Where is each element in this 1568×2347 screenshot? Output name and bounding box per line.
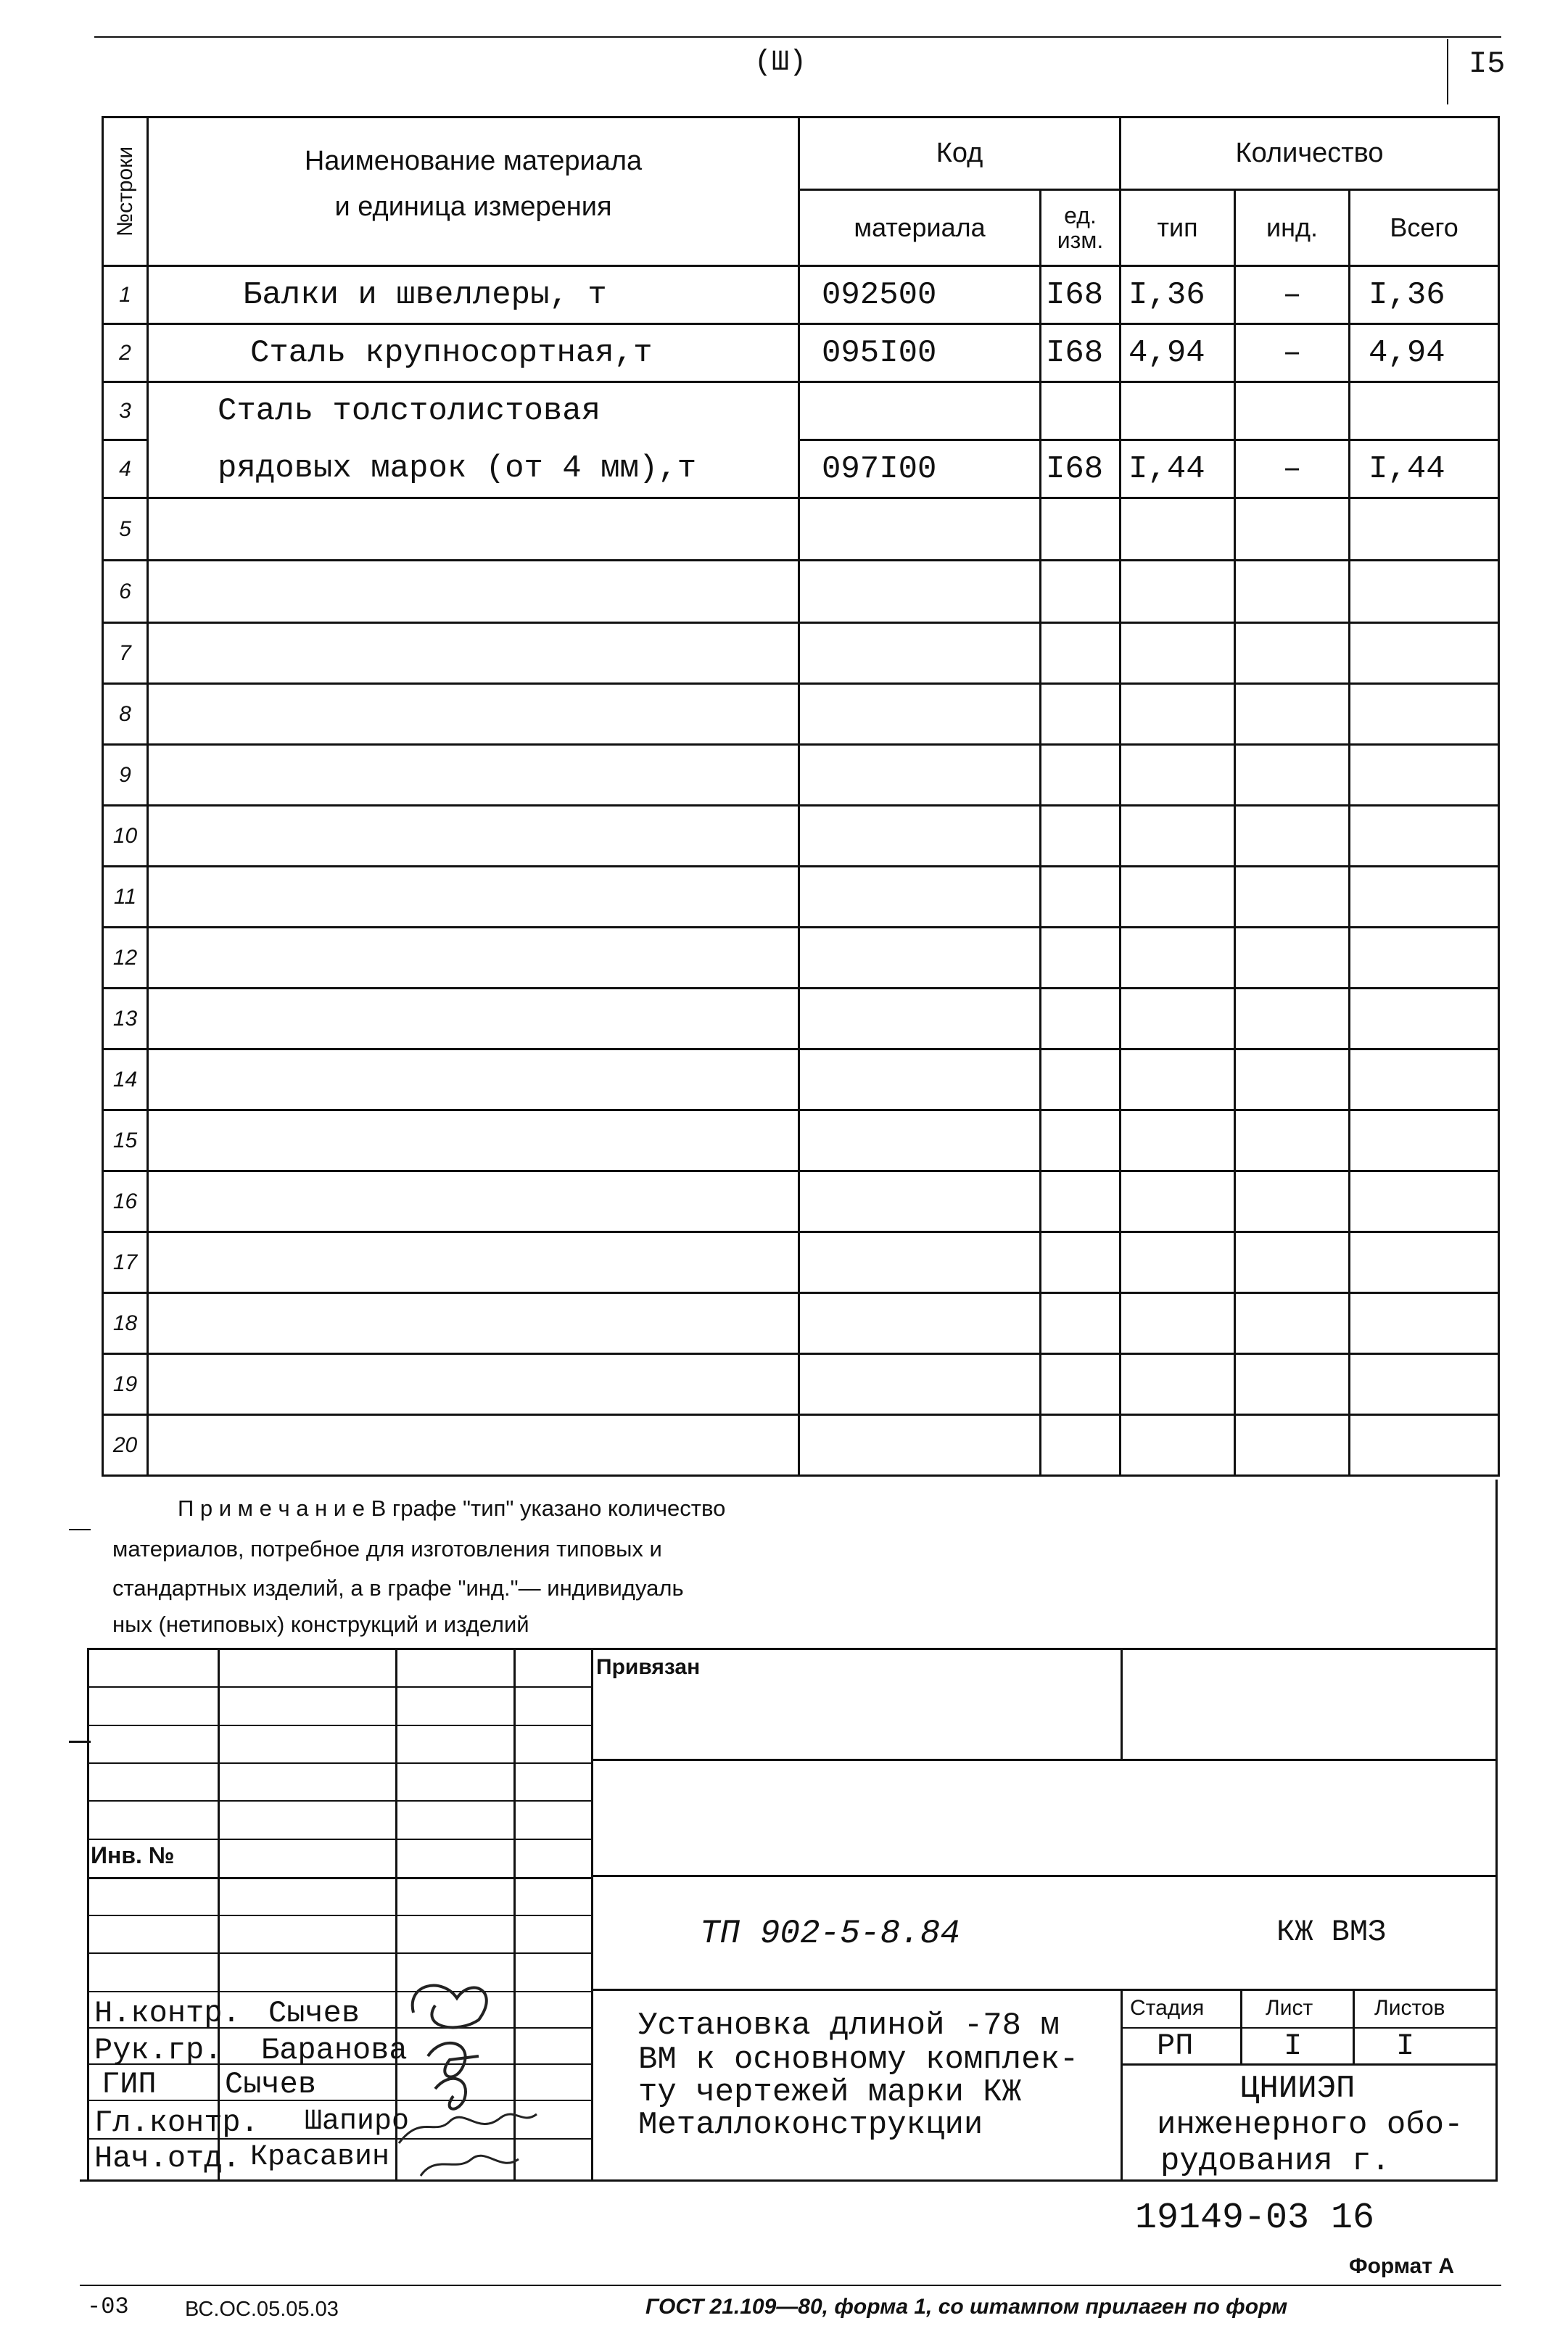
- privyazan-bottom-rule: [591, 1759, 1498, 1761]
- material-code-cell: 095I00: [799, 324, 1041, 382]
- unit-code-cell: [1041, 1232, 1121, 1293]
- footer-bc-code: ВС.ОС.05.05.03: [185, 2298, 339, 2321]
- stamp-upper-rule: [591, 1875, 1498, 1877]
- qty-type-cell: I,36: [1121, 266, 1235, 324]
- stamp-grid-h5: [87, 1839, 593, 1840]
- material-name-cell: Балки и швеллеры, т: [148, 266, 799, 324]
- qty-type-cell: [1121, 684, 1235, 745]
- qty-total-cell: I,44: [1350, 440, 1499, 498]
- qty-type-cell: [1121, 745, 1235, 806]
- stage-label: Стадия: [1130, 1996, 1205, 2020]
- material-name-cell: [148, 867, 799, 928]
- material-code-cell: [799, 928, 1041, 989]
- header-code-unit: ед. изм.: [1041, 190, 1121, 266]
- qty-ind-cell: [1235, 1171, 1350, 1232]
- staff-role-1: Н.контр.: [94, 1996, 241, 2031]
- material-code-cell: [799, 1110, 1041, 1171]
- material-code-cell: [799, 382, 1041, 440]
- stamp-grid-h1: [87, 1686, 593, 1688]
- margin-tick-2: [69, 1741, 91, 1743]
- stage-value: РП: [1157, 2029, 1194, 2063]
- qty-type-cell: [1121, 498, 1235, 561]
- stamp-grid-h2: [87, 1725, 593, 1726]
- org-line-2: инженерного обо-: [1157, 2107, 1464, 2143]
- qty-total-cell: [1350, 1354, 1499, 1415]
- material-code-cell: [799, 561, 1041, 623]
- title-line-1: Установка длиной -78 м: [638, 2008, 1060, 2044]
- material-name-cell: [148, 684, 799, 745]
- material-code-cell: [799, 1293, 1041, 1354]
- unit-code-cell: I68: [1041, 440, 1121, 498]
- unit-code-cell: I68: [1041, 266, 1121, 324]
- qty-total-cell: [1350, 623, 1499, 684]
- archive-number: 19149-03 16: [1135, 2198, 1375, 2239]
- sheet-number: I5: [1469, 46, 1506, 81]
- unit-code-cell: [1041, 1293, 1121, 1354]
- table-row: [103, 1293, 1499, 1354]
- table-row: [103, 498, 1499, 561]
- margin-tick-1: [69, 1529, 91, 1530]
- row-number-cell: 9: [103, 745, 148, 806]
- qty-ind-cell: [1235, 1354, 1350, 1415]
- row-number-cell: 1: [103, 266, 148, 324]
- unit-code-cell: [1041, 684, 1121, 745]
- qty-ind-cell: [1235, 1293, 1350, 1354]
- sheets-value: I: [1396, 2029, 1415, 2063]
- material-code-cell: [799, 1354, 1041, 1415]
- qty-type-cell: [1121, 867, 1235, 928]
- row-number-cell: 13: [103, 989, 148, 1049]
- title-line-4: Металлоконструкции: [638, 2107, 983, 2143]
- sheet-number-divider: [1447, 39, 1448, 104]
- qty-ind-cell: [1235, 1232, 1350, 1293]
- material-code-cell: 092500: [799, 266, 1041, 324]
- staff-role-3: ГИП: [102, 2067, 157, 2102]
- row-number-cell: 2: [103, 324, 148, 382]
- top-rule: [94, 36, 1501, 38]
- qty-type-cell: [1121, 1354, 1235, 1415]
- format-label: Формат А: [1349, 2254, 1455, 2278]
- material-name-cell: [148, 745, 799, 806]
- qty-ind-cell: [1235, 1415, 1350, 1476]
- signature-scribbles: [392, 1969, 573, 2179]
- qty-total-cell: [1350, 1415, 1499, 1476]
- table-row: [103, 1415, 1499, 1476]
- material-code-cell: [799, 1049, 1041, 1110]
- table-row: [103, 1049, 1499, 1110]
- stamp-grid-h6: [87, 1877, 593, 1879]
- qty-type-cell: [1121, 561, 1235, 623]
- staff-role-5: Нач.отд.: [94, 2141, 241, 2176]
- table-row: [103, 1232, 1499, 1293]
- staff-role-2: Рук.гр.: [94, 2033, 223, 2068]
- header-qty-ind: инд.: [1235, 190, 1350, 266]
- qty-ind-cell: [1235, 1049, 1350, 1110]
- sheet-label: Лист: [1266, 1996, 1313, 2020]
- material-name-cell: [148, 1049, 799, 1110]
- title-stage-divider: [1121, 1989, 1123, 2181]
- material-code-cell: [799, 867, 1041, 928]
- qty-total-cell: [1350, 745, 1499, 806]
- unit-code-cell: [1041, 806, 1121, 867]
- org-line-1: ЦНИИЭП: [1240, 2071, 1356, 2107]
- staff-role-4: Гл.контр.: [94, 2105, 259, 2140]
- table-row: [103, 1171, 1499, 1232]
- unit-code-cell: [1041, 561, 1121, 623]
- material-name-cell: [148, 1232, 799, 1293]
- row-number-cell: 4: [103, 440, 148, 498]
- unit-code-cell: [1041, 623, 1121, 684]
- note-label: П р и м е ч а н и е: [178, 1496, 365, 1521]
- material-name-cell: [148, 623, 799, 684]
- org-line-3: рудования г.: [1160, 2143, 1390, 2179]
- unit-code-cell: [1041, 1354, 1121, 1415]
- signature-4: [399, 2114, 537, 2143]
- material-name-cell: [148, 498, 799, 561]
- qty-type-cell: [1121, 1171, 1235, 1232]
- sheets-label: Листов: [1374, 1996, 1445, 2020]
- qty-ind-cell: –: [1235, 266, 1350, 324]
- table-row: [103, 745, 1499, 806]
- material-code-cell: [799, 623, 1041, 684]
- stamp-grid-h7: [87, 1915, 593, 1916]
- unit-code-cell: [1041, 867, 1121, 928]
- material-name-cell: рядовых марок (от 4 мм),т: [148, 440, 799, 498]
- table-row: [103, 806, 1499, 867]
- material-name-cell: [148, 561, 799, 623]
- note-line-3: стандартных изделий, а в графе "инд."— индивидуаль: [112, 1575, 684, 1601]
- material-code-cell: [799, 498, 1041, 561]
- title-line-2: ВМ к основному комплек-: [638, 2042, 1079, 2078]
- material-name-cell: [148, 1415, 799, 1476]
- signature-1: [413, 1986, 487, 2028]
- row-number-cell: 7: [103, 623, 148, 684]
- qty-type-cell: [1121, 623, 1235, 684]
- material-name-cell: [148, 928, 799, 989]
- unit-code-cell: [1041, 382, 1121, 440]
- qty-ind-cell: [1235, 806, 1350, 867]
- material-code-cell: [799, 989, 1041, 1049]
- table-row: [103, 867, 1499, 928]
- table-row: [103, 382, 1499, 440]
- sheet-value: I: [1284, 2029, 1303, 2063]
- qty-type-cell: [1121, 1110, 1235, 1171]
- table-row: [103, 440, 1499, 498]
- material-name-cell: [148, 989, 799, 1049]
- qty-ind-cell: [1235, 684, 1350, 745]
- stamp-bottom-border: [80, 2179, 1498, 2182]
- qty-total-cell: [1350, 1171, 1499, 1232]
- material-code-cell: [799, 1415, 1041, 1476]
- qty-total-cell: [1350, 928, 1499, 989]
- row-number-cell: 12: [103, 928, 148, 989]
- staff-name-2: Баранова: [261, 2033, 408, 2068]
- qty-total-cell: [1350, 867, 1499, 928]
- table-row: [103, 928, 1499, 989]
- unit-code-cell: [1041, 745, 1121, 806]
- row-number-cell: 16: [103, 1171, 148, 1232]
- row-number-cell: 20: [103, 1415, 148, 1476]
- row-number-cell: 6: [103, 561, 148, 623]
- qty-total-cell: [1350, 1232, 1499, 1293]
- unit-code-cell: [1041, 928, 1121, 989]
- qty-type-cell: [1121, 1232, 1235, 1293]
- note-line-2: материалов, потребное для изготовления типовых и: [112, 1536, 662, 1562]
- header-quantity: Количество: [1121, 117, 1499, 190]
- qty-ind-cell: –: [1235, 440, 1350, 498]
- section-roman: (Ш): [754, 46, 807, 79]
- qty-total-cell: [1350, 498, 1499, 561]
- stamp-doc-code-rule: [591, 1989, 1498, 1991]
- table-row: [103, 623, 1499, 684]
- table-row: [103, 324, 1499, 382]
- qty-ind-cell: [1235, 561, 1350, 623]
- material-code-cell: [799, 745, 1041, 806]
- qty-type-cell: [1121, 928, 1235, 989]
- footer-rule: [80, 2285, 1501, 2286]
- materials-table-body: [103, 266, 1499, 1476]
- row-number-cell: 18: [103, 1293, 148, 1354]
- signature-3: [435, 2079, 466, 2109]
- table-row: [103, 266, 1499, 324]
- qty-total-cell: 4,94: [1350, 324, 1499, 382]
- privyazan-divider: [1121, 1648, 1123, 1760]
- qty-ind-cell: [1235, 989, 1350, 1049]
- qty-ind-cell: [1235, 623, 1350, 684]
- unit-code-cell: [1041, 1171, 1121, 1232]
- material-name-cell: Сталь крупносортная,т: [148, 324, 799, 382]
- qty-type-cell: [1121, 1049, 1235, 1110]
- row-number-cell: 17: [103, 1232, 148, 1293]
- inv-no-label: Инв. №: [91, 1842, 175, 1868]
- doc-code: ТП 902-5-8.84: [700, 1915, 960, 1952]
- note-line-1: [178, 1496, 725, 1522]
- header-row-number: №строки: [103, 117, 148, 266]
- qty-ind-cell: –: [1235, 324, 1350, 382]
- qty-ind-cell: [1235, 498, 1350, 561]
- row-number-cell: 5: [103, 498, 148, 561]
- unit-code-cell: I68: [1041, 324, 1121, 382]
- footer-gost: ГОСТ 21.109—80, форма 1, со штампом прилаген по форм: [645, 2295, 1288, 2319]
- stamp-grid-h3: [87, 1762, 593, 1764]
- note-right-border: [1495, 1480, 1498, 1654]
- material-code-cell: [799, 806, 1041, 867]
- qty-total-cell: [1350, 1110, 1499, 1171]
- material-name-cell: [148, 1110, 799, 1171]
- unit-code-cell: [1041, 1415, 1121, 1476]
- staff-name-1: Сычев: [268, 1996, 360, 2031]
- unit-code-cell: [1041, 1110, 1121, 1171]
- note-bottom-rule: [87, 1648, 1498, 1650]
- unit-code-cell: [1041, 989, 1121, 1049]
- material-name-cell: Сталь толстолистовая: [148, 382, 799, 440]
- table-row: [103, 1110, 1499, 1171]
- qty-total-cell: [1350, 1293, 1499, 1354]
- qty-total-cell: I,36: [1350, 266, 1499, 324]
- material-code-cell: 097I00: [799, 440, 1041, 498]
- header-name: Наименование материала и единица измерения: [148, 117, 799, 266]
- qty-ind-cell: [1235, 928, 1350, 989]
- stamp-grid-h4: [87, 1800, 593, 1802]
- qty-type-cell: [1121, 382, 1235, 440]
- materials-table: [102, 116, 1500, 1477]
- qty-total-cell: [1350, 684, 1499, 745]
- stamp-right-border: [1495, 1648, 1498, 2181]
- table-row: [103, 1354, 1499, 1415]
- row-number-cell: 19: [103, 1354, 148, 1415]
- material-code-cell: [799, 1171, 1041, 1232]
- unit-code-cell: [1041, 1049, 1121, 1110]
- signature-2: [428, 2043, 479, 2077]
- row-number-cell: 3: [103, 382, 148, 440]
- qty-type-cell: [1121, 806, 1235, 867]
- qty-type-cell: [1121, 1415, 1235, 1476]
- header-code: Код: [799, 117, 1121, 190]
- row-number-cell: 11: [103, 867, 148, 928]
- material-name-cell: [148, 1171, 799, 1232]
- footer-left-code: -03: [87, 2293, 129, 2320]
- qty-ind-cell: [1235, 382, 1350, 440]
- material-name-cell: [148, 1293, 799, 1354]
- qty-type-cell: [1121, 989, 1235, 1049]
- qty-ind-cell: [1235, 745, 1350, 806]
- material-code-cell: [799, 684, 1041, 745]
- table-row: [103, 989, 1499, 1049]
- header-qty-type: тип: [1121, 190, 1235, 266]
- table-row: [103, 684, 1499, 745]
- header-code-material: материала: [799, 190, 1041, 266]
- qty-type-cell: [1121, 1293, 1235, 1354]
- qty-total-cell: [1350, 382, 1499, 440]
- row-number-cell: 14: [103, 1049, 148, 1110]
- qty-total-cell: [1350, 1049, 1499, 1110]
- stamp-grid-h8: [87, 1952, 593, 1954]
- signature-5: [421, 2156, 519, 2176]
- material-name-cell: [148, 1354, 799, 1415]
- note-text-1: В графе "тип" указано количество: [371, 1496, 726, 1521]
- note-line-4: ных (нетиповых) конструкций и изделий: [112, 1612, 529, 1637]
- header-qty-total: Всего: [1350, 190, 1499, 266]
- qty-total-cell: [1350, 806, 1499, 867]
- table-row: [103, 561, 1499, 623]
- stage-value-rule: [1121, 2063, 1498, 2066]
- staff-name-3: Сычев: [225, 2067, 317, 2102]
- row-number-cell: 8: [103, 684, 148, 745]
- staff-name-5: Красавин: [250, 2141, 390, 2174]
- privyazan-label: Привязан: [596, 1655, 701, 1679]
- row-number-cell: 10: [103, 806, 148, 867]
- staff-name-4: Шапиро: [305, 2105, 410, 2138]
- qty-total-cell: [1350, 561, 1499, 623]
- qty-ind-cell: [1235, 1110, 1350, 1171]
- material-code-cell: [799, 1232, 1041, 1293]
- qty-type-cell: I,44: [1121, 440, 1235, 498]
- qty-total-cell: [1350, 989, 1499, 1049]
- doc-mark: КЖ ВМЗ: [1276, 1915, 1387, 1950]
- row-number-cell: 15: [103, 1110, 148, 1171]
- title-line-3: ту чертежей марки КЖ: [638, 2074, 1022, 2111]
- qty-ind-cell: [1235, 867, 1350, 928]
- qty-type-cell: 4,94: [1121, 324, 1235, 382]
- unit-code-cell: [1041, 498, 1121, 561]
- material-name-cell: [148, 806, 799, 867]
